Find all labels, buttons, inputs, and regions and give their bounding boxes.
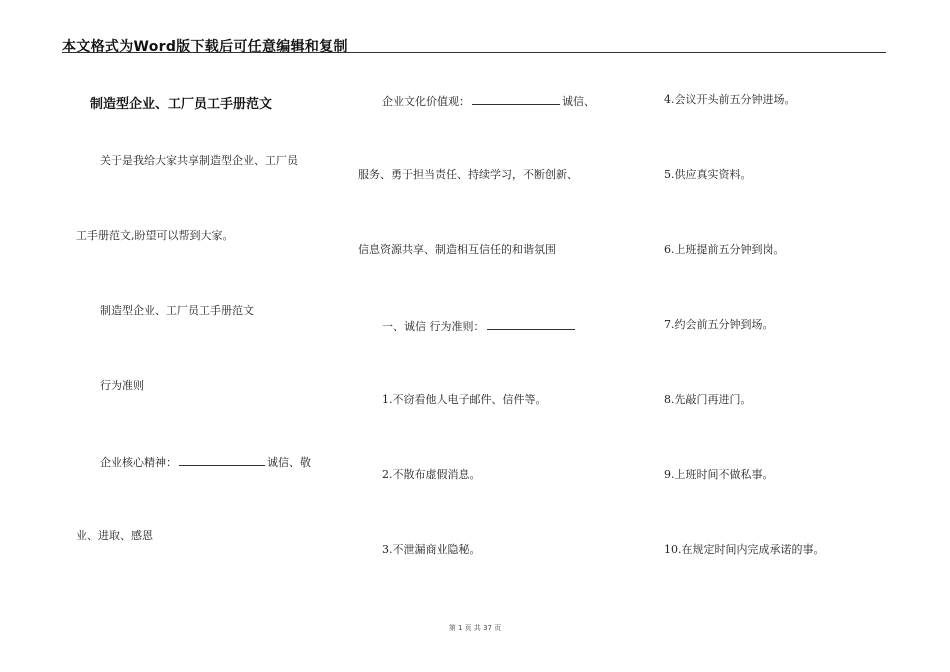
page-number: 第 1 页 共 37 页 — [448, 624, 502, 632]
rule-2: 2.不散布虚假消息。 — [382, 468, 481, 481]
culture-values-line — [382, 93, 595, 109]
rule-7: 7.约会前五分钟到场。 — [664, 318, 774, 331]
core-spirit-blank — [179, 454, 265, 466]
rule-3: 3.不泄漏商业隐秘。 — [382, 543, 481, 556]
rule-1: 1.不窃看他人电子邮件、信件等。 — [382, 393, 547, 406]
integrity-section-blank — [487, 318, 575, 330]
culture-values-line-3: 信息资源共享、制造相互信任的和谐氛围 — [358, 243, 556, 256]
section-subheading: 行为准则 — [100, 379, 144, 392]
core-spirit-continuation: 业、进取、感恩 — [76, 529, 153, 542]
integrity-section-label: 一、诚信 行为准则： — [382, 320, 485, 333]
rule-5: 5.供应真实资料。 — [664, 168, 752, 181]
document-header: 本文格式为Word版下载后可任意编辑和复制 — [62, 39, 348, 55]
rule-9: 9.上班时间不做私事。 — [664, 468, 774, 481]
intro-line-1: 关于是我给大家共享制造型企业、工厂员 — [100, 154, 298, 167]
intro-line-2: 工手册范文,盼望可以帮到大家。 — [76, 229, 234, 242]
rule-6: 6.上班提前五分钟到岗。 — [664, 243, 785, 256]
rule-4: 4.会议开头前五分钟进场。 — [664, 93, 796, 106]
header-divider — [62, 52, 886, 53]
culture-values-line-2: 服务、勇于担当责任、持续学习，不断创新、 — [358, 168, 578, 181]
document-title: 制造型企业、工厂员工手册范文 — [90, 97, 273, 112]
section-heading: 制造型企业、工厂员工手册范文 — [100, 304, 254, 317]
core-spirit-line — [100, 454, 311, 470]
core-spirit-values: 诚信、敬 — [267, 456, 311, 469]
integrity-section-line — [382, 318, 577, 334]
rule-8: 8.先敲门再进门。 — [664, 393, 752, 406]
rule-10: 10.在规定时间内完成承诺的事。 — [664, 543, 825, 556]
culture-values-blank — [472, 93, 560, 105]
core-spirit-label: 企业核心精神： — [100, 456, 177, 469]
culture-values-label: 企业文化价值观： — [382, 95, 470, 108]
culture-values-start: 诚信、 — [562, 95, 595, 108]
